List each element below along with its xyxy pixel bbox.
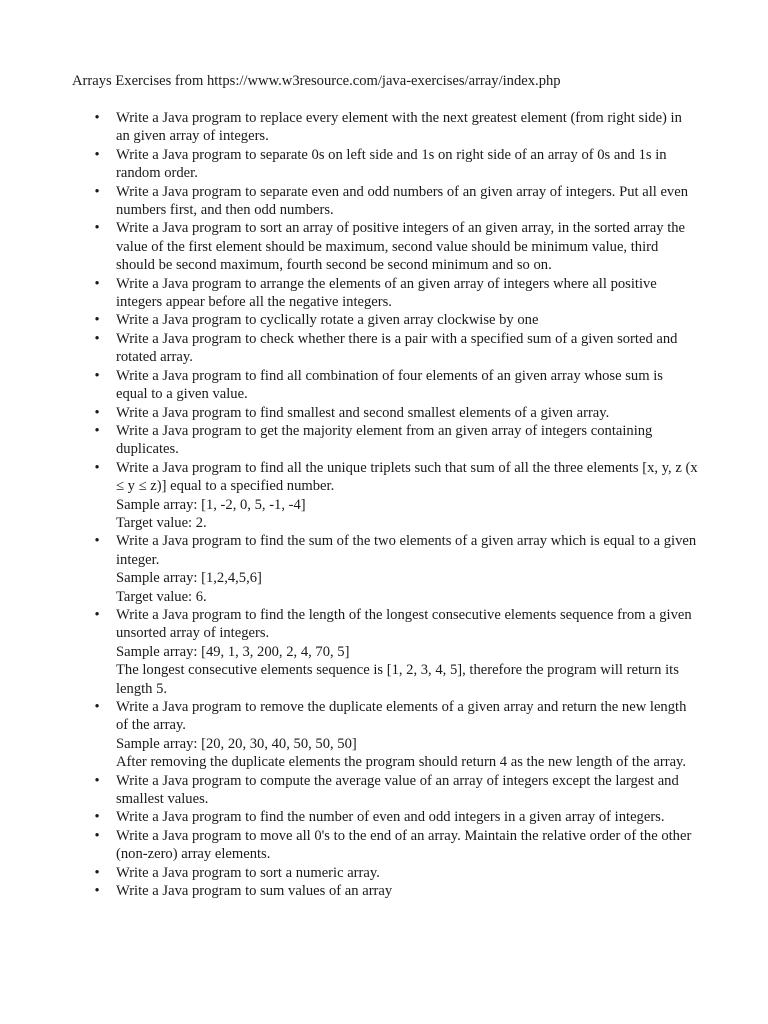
exercise-text: Write a Java program to separate even and odd numbers of an given array of integers. Put all even numbers first, and then odd numbers. (116, 183, 689, 219)
exercise-text: Write a Java program to separate 0s on left side and 1s on right side of an array of 0s and 1s in random order. (116, 146, 667, 182)
exercise-item (0, 459, 698, 533)
bullet-icon: • (94, 312, 100, 329)
exercise-item (0, 532, 698, 606)
exercise-text: Write a Java program to get the majority element from an given array of integers containing duplicates. (116, 422, 653, 458)
exercise-item (0, 275, 698, 312)
bullet-icon: • (94, 110, 100, 126)
bullet-icon: • (94, 827, 100, 844)
exercise-text: Write a Java program to find all combination of four elements of an given array whose sum is equal to a given value. (116, 367, 663, 403)
exercise-item (0, 606, 698, 698)
exercise-item (0, 109, 698, 146)
bullet-icon: • (94, 220, 100, 237)
bullet-icon: • (94, 422, 100, 439)
exercise-text: Write a Java program to replace every element with the next greatest element (from right side) in an given array of integers. (116, 110, 682, 145)
bullet-icon: • (94, 459, 100, 476)
exercise-text: Write a Java program to find the number of even and odd integers in a given array of integers. (116, 809, 665, 826)
bullet-icon: • (94, 883, 100, 900)
exercise-text: Write a Java program to move all 0's to the end of an array. Maintain the relative order of the other (non-zero) array elements. (116, 827, 692, 863)
exercise-sample-line: Target value: 2. (116, 514, 207, 531)
bullet-icon: • (94, 699, 100, 715)
exercise-text: Write a Java program to arrange the elements of an given array of integers where all positive integers appear before all the negative integers. (116, 275, 657, 311)
exercise-sample-line: Sample array: [1, -2, 0, 5, -1, -4] (116, 496, 306, 513)
exercise-item (0, 864, 698, 882)
exercise-sample-line: Sample array: [20, 20, 30, 40, 50, 50, 50] (116, 735, 357, 752)
exercise-item (0, 808, 698, 826)
bullet-icon: • (94, 146, 100, 163)
exercise-item (0, 146, 698, 183)
exercise-item (0, 422, 698, 459)
exercise-text: Write a Java program to find the sum of the two elements of a given array which is equal to a given integer. (116, 533, 697, 568)
exercise-text: Write a Java program to remove the duplicate elements of a given array and return the new length of the array. (116, 699, 687, 734)
bullet-icon: • (94, 330, 100, 347)
exercise-item (0, 772, 698, 809)
exercise-text: Write a Java program to find the length of the longest consecutive elements sequence from a given unsorted array of integers. (116, 606, 692, 642)
bullet-icon: • (94, 772, 100, 789)
exercise-text: Write a Java program to cyclically rotate a given array clockwise by one (116, 312, 539, 329)
exercise-sample-line: After removing the duplicate elements the program should return 4 as the new length of the array. (116, 754, 687, 771)
exercise-text: Write a Java program to compute the average value of an array of integers except the largest and smallest values. (116, 772, 679, 808)
exercise-item (0, 882, 698, 900)
exercise-list (0, 109, 768, 900)
exercise-sample-line: Target value: 6. (116, 588, 207, 605)
exercise-item (0, 404, 698, 422)
exercise-item (0, 827, 698, 864)
bullet-icon: • (94, 809, 100, 826)
exercise-text: Write a Java program to find all the unique triplets such that sum of all the three elements [x, y, z (x ≤ y ≤ z)] equal to a specified number. (116, 459, 698, 495)
exercise-item (0, 183, 698, 220)
bullet-icon: • (94, 367, 100, 384)
exercise-text: Write a Java program to check whether there is a pair with a specified sum of a given sorted and rotated array. (116, 330, 678, 366)
exercise-text: Write a Java program to sort a numeric array. (116, 864, 380, 881)
bullet-icon: • (94, 275, 100, 292)
exercise-sample-line: Sample array: [1,2,4,5,6] (116, 570, 262, 587)
exercise-sample-line: The longest consecutive elements sequence is [1, 2, 3, 4, 5], therefore the program will return its length 5. (116, 662, 679, 697)
exercise-item (0, 330, 698, 367)
exercise-text: Write a Java program to find smallest and second smallest elements of a given array. (116, 404, 610, 421)
document-title: Arrays Exercises from https://www.w3resource.com/java-exercises/array/index.php (72, 73, 561, 89)
bullet-icon: • (94, 183, 100, 200)
exercise-item (0, 698, 698, 772)
exercise-text: Write a Java program to sum values of an array (116, 883, 393, 900)
exercise-item (0, 219, 698, 274)
exercise-item (0, 367, 698, 404)
exercise-text: Write a Java program to sort an array of positive integers of an given array, in the sorted array the value of the first element should be maximum, second value should be minimum value, third should be second maximum, fourth second be second minimum and so on. (116, 220, 686, 274)
bullet-icon: • (94, 864, 100, 881)
bullet-icon: • (94, 606, 100, 623)
bullet-icon: • (94, 404, 100, 421)
exercise-item (0, 311, 698, 329)
exercise-sample-line: Sample array: [49, 1, 3, 200, 2, 4, 70, 5] (116, 643, 350, 660)
bullet-icon: • (94, 533, 100, 550)
